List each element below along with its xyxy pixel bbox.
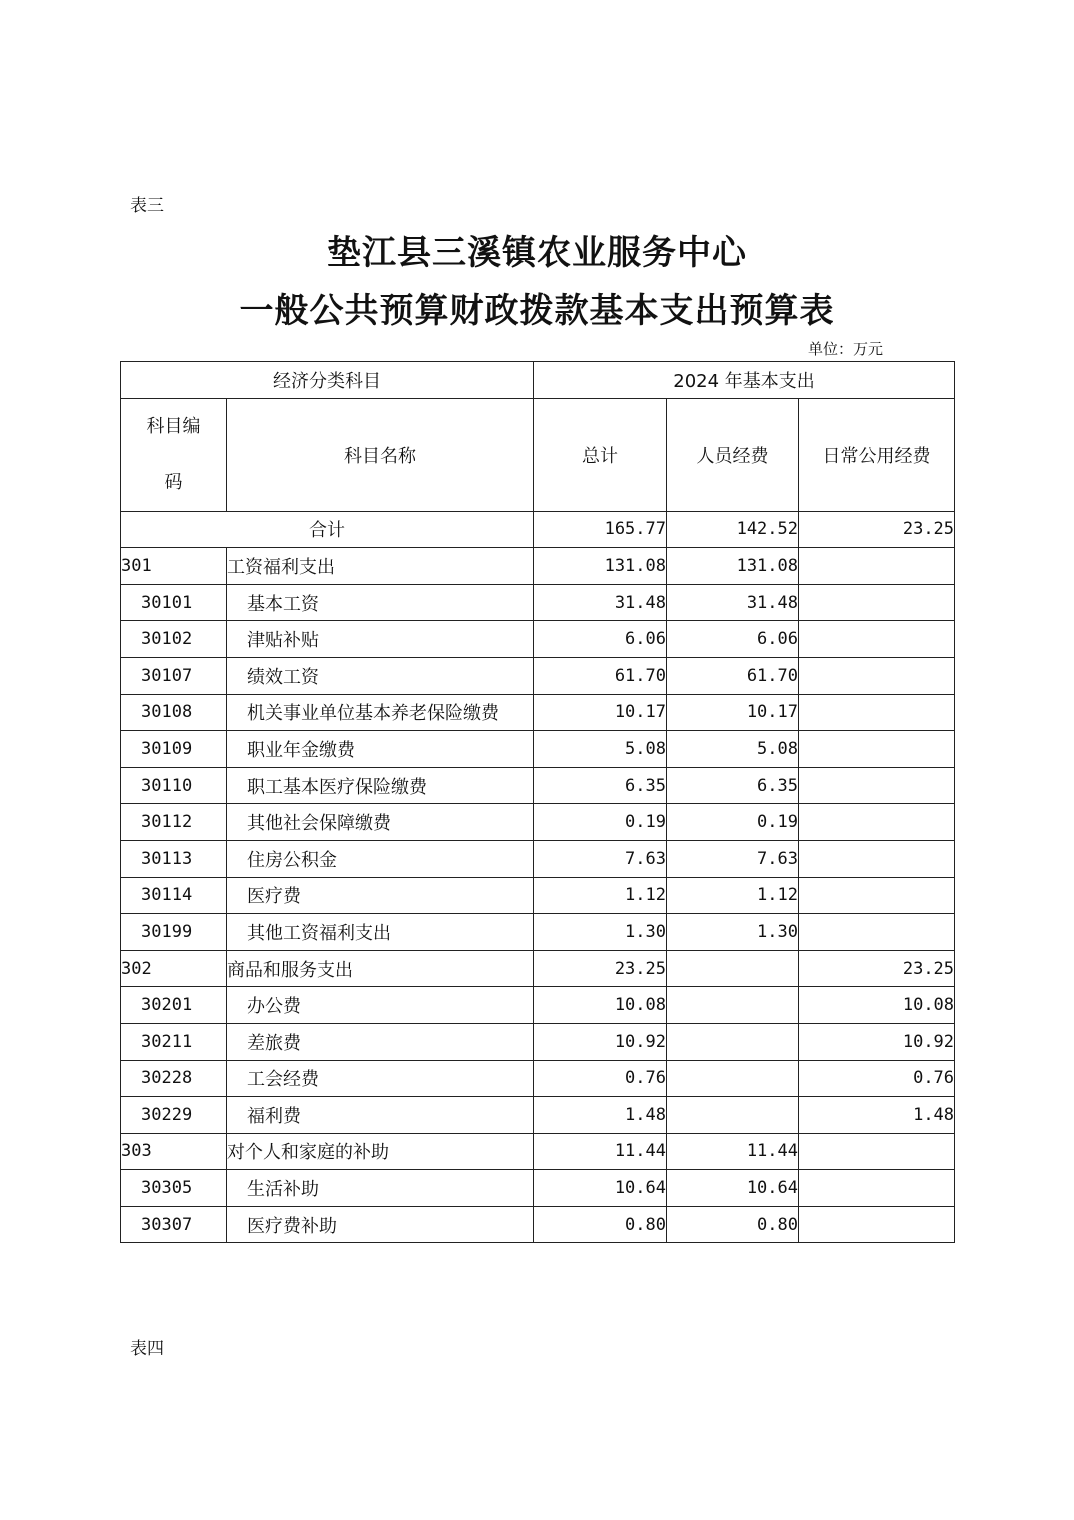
- row-personnel: 10.64: [667, 1170, 799, 1207]
- row-code: 30199: [121, 914, 227, 951]
- row-personnel: 10.17: [667, 694, 799, 731]
- row-daily: [799, 877, 955, 914]
- table-label-top: 表三: [130, 196, 164, 216]
- table-row: [121, 1060, 955, 1097]
- table-row: [121, 1133, 955, 1170]
- table-row: [121, 731, 955, 768]
- row-name: 对个人和家庭的补助: [227, 1133, 534, 1170]
- row-daily: [799, 731, 955, 768]
- row-daily: 10.92: [799, 1023, 955, 1060]
- row-personnel: [667, 950, 799, 987]
- row-code: 30109: [121, 731, 227, 768]
- row-code: 30101: [121, 584, 227, 621]
- row-code: 30229: [121, 1097, 227, 1134]
- row-personnel: [667, 987, 799, 1024]
- row-personnel: 1.30: [667, 914, 799, 951]
- table-row: [121, 914, 955, 951]
- row-daily: 1.48: [799, 1097, 955, 1134]
- row-daily: [799, 1170, 955, 1207]
- row-total: 1.30: [534, 914, 667, 951]
- header-name: 科目名称: [227, 398, 534, 511]
- table-row: [121, 840, 955, 877]
- row-personnel: [667, 1097, 799, 1134]
- table-row: [121, 548, 955, 585]
- row-code: 30305: [121, 1170, 227, 1207]
- row-total: 0.80: [534, 1206, 667, 1243]
- row-name: 医疗费补助: [227, 1206, 534, 1243]
- row-total: 11.44: [534, 1133, 667, 1170]
- row-code: 30211: [121, 1023, 227, 1060]
- row-total: 6.35: [534, 767, 667, 804]
- row-code: 30112: [121, 804, 227, 841]
- row-personnel: 11.44: [667, 1133, 799, 1170]
- row-total: 5.08: [534, 731, 667, 768]
- row-total: 10.92: [534, 1023, 667, 1060]
- row-name: 工资福利支出: [227, 548, 534, 585]
- table-row: [121, 694, 955, 731]
- row-name: 工会经费: [227, 1060, 534, 1097]
- row-total: 10.17: [534, 694, 667, 731]
- table-row: [121, 657, 955, 694]
- header-total: 总计: [534, 398, 667, 511]
- row-total: 0.19: [534, 804, 667, 841]
- row-code: 30307: [121, 1206, 227, 1243]
- header-daily: 日常公用经费: [799, 398, 955, 511]
- header-row-1: [121, 362, 955, 399]
- row-code: 30110: [121, 767, 227, 804]
- total-row: [121, 511, 955, 548]
- row-total: 7.63: [534, 840, 667, 877]
- table-row: [121, 1170, 955, 1207]
- row-total: 10.08: [534, 987, 667, 1024]
- header-personnel: 人员经费: [667, 398, 799, 511]
- total-label: 合计: [121, 511, 534, 548]
- table-row: [121, 1097, 955, 1134]
- row-daily: [799, 657, 955, 694]
- row-name: 办公费: [227, 987, 534, 1024]
- row-daily: 10.08: [799, 987, 955, 1024]
- row-code: 303: [121, 1133, 227, 1170]
- row-personnel: 7.63: [667, 840, 799, 877]
- row-personnel: 61.70: [667, 657, 799, 694]
- header-year: 2024 年基本支出: [534, 362, 955, 399]
- row-personnel: 0.19: [667, 804, 799, 841]
- table-row: [121, 584, 955, 621]
- row-name: 其他社会保障缴费: [227, 804, 534, 841]
- row-code: 30107: [121, 657, 227, 694]
- row-personnel: 131.08: [667, 548, 799, 585]
- header-category: 经济分类科目: [121, 362, 534, 399]
- row-daily: [799, 1133, 955, 1170]
- row-daily: [799, 548, 955, 585]
- row-code: 30228: [121, 1060, 227, 1097]
- row-name: 津贴补贴: [227, 621, 534, 658]
- row-personnel: 0.80: [667, 1206, 799, 1243]
- row-total: 31.48: [534, 584, 667, 621]
- row-name: 差旅费: [227, 1023, 534, 1060]
- page-title-line1: 垫江县三溪镇农业服务中心: [327, 233, 747, 273]
- row-total: 0.76: [534, 1060, 667, 1097]
- table-row: [121, 1023, 955, 1060]
- row-code: 30201: [121, 987, 227, 1024]
- row-name: 职业年金缴费: [227, 731, 534, 768]
- row-name: 职工基本医疗保险缴费: [227, 767, 534, 804]
- row-code: 301: [121, 548, 227, 585]
- unit-label: 单位：万元: [808, 340, 884, 358]
- row-personnel: 6.06: [667, 621, 799, 658]
- row-code: 302: [121, 950, 227, 987]
- row-daily: [799, 840, 955, 877]
- row-code: 30113: [121, 840, 227, 877]
- row-code: 30108: [121, 694, 227, 731]
- row-daily: [799, 621, 955, 658]
- row-total: 1.48: [534, 1097, 667, 1134]
- row-total: 23.25: [534, 950, 667, 987]
- row-daily: [799, 914, 955, 951]
- row-personnel: 31.48: [667, 584, 799, 621]
- table-row: [121, 621, 955, 658]
- row-name: 机关事业单位基本养老保险缴费: [227, 694, 534, 731]
- row-total: 10.64: [534, 1170, 667, 1207]
- table-row: [121, 804, 955, 841]
- row-daily: 23.25: [799, 950, 955, 987]
- row-total: 131.08: [534, 548, 667, 585]
- row-daily: [799, 767, 955, 804]
- row-personnel: 1.12: [667, 877, 799, 914]
- table-label-bottom: 表四: [130, 1339, 164, 1359]
- total-personnel: 142.52: [667, 511, 799, 548]
- row-daily: [799, 584, 955, 621]
- row-daily: [799, 1206, 955, 1243]
- row-personnel: 5.08: [667, 731, 799, 768]
- row-total: 61.70: [534, 657, 667, 694]
- total-daily: 23.25: [799, 511, 955, 548]
- row-name: 住房公积金: [227, 840, 534, 877]
- row-daily: [799, 694, 955, 731]
- row-code: 30102: [121, 621, 227, 658]
- row-daily: [799, 804, 955, 841]
- row-total: 1.12: [534, 877, 667, 914]
- table-row: [121, 1206, 955, 1243]
- row-code: 30114: [121, 877, 227, 914]
- row-name: 生活补助: [227, 1170, 534, 1207]
- row-name: 福利费: [227, 1097, 534, 1134]
- row-personnel: 6.35: [667, 767, 799, 804]
- row-personnel: [667, 1023, 799, 1060]
- header-row-2: [121, 398, 955, 511]
- row-name: 医疗费: [227, 877, 534, 914]
- page-title-line2: 一般公共预算财政拨款基本支出预算表: [239, 291, 835, 331]
- row-name: 基本工资: [227, 584, 534, 621]
- row-daily: 0.76: [799, 1060, 955, 1097]
- row-name: 商品和服务支出: [227, 950, 534, 987]
- table-row: [121, 877, 955, 914]
- budget-table: [120, 361, 955, 1243]
- total-total: 165.77: [534, 511, 667, 548]
- header-code-text: 科目编码: [146, 415, 201, 493]
- row-name: 其他工资福利支出: [227, 914, 534, 951]
- table-row: [121, 950, 955, 987]
- header-code: [121, 398, 227, 511]
- row-total: 6.06: [534, 621, 667, 658]
- table-row: [121, 987, 955, 1024]
- row-name: 绩效工资: [227, 657, 534, 694]
- table-row: [121, 767, 955, 804]
- row-personnel: [667, 1060, 799, 1097]
